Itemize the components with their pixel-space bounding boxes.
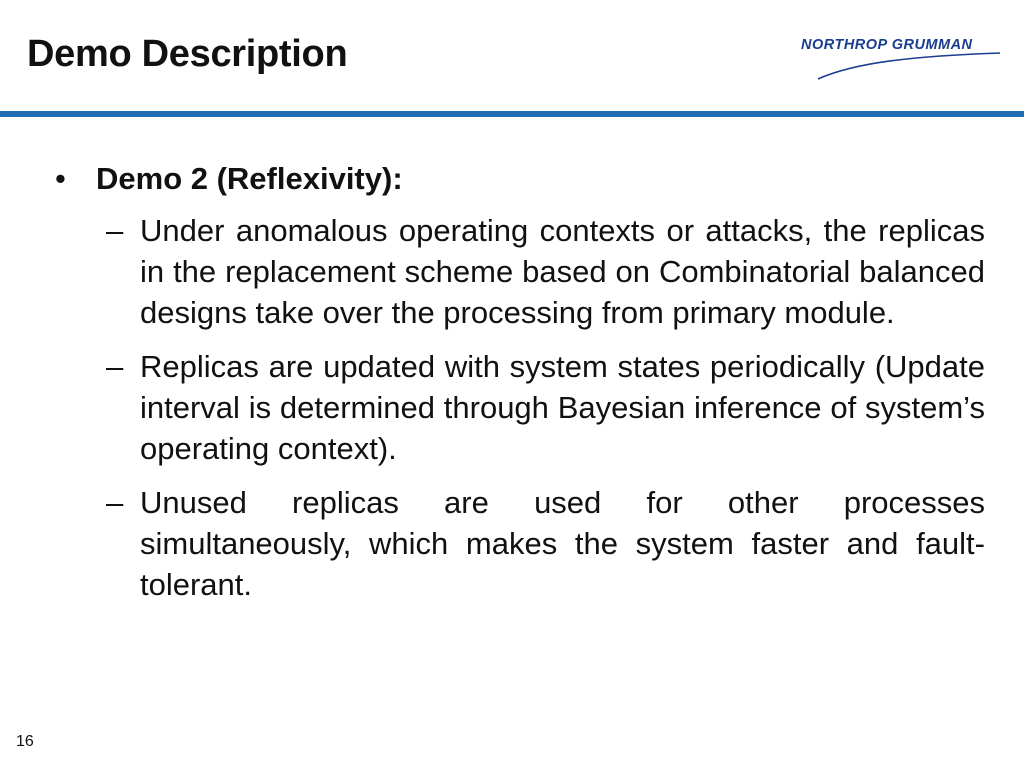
sub-bullet-list	[55, 210, 985, 605]
sub-bullet-text: Replicas are updated with system states periodically (Update interval is determined through Bayesian inference of system’s operating context).	[140, 349, 985, 466]
header-divider	[0, 111, 1024, 117]
bullet-heading: Demo 2 (Reflexivity):	[96, 161, 403, 196]
bullet-item	[55, 158, 985, 199]
page-number: 16	[16, 733, 34, 750]
bullet-marker: •	[55, 161, 66, 196]
sub-bullet-text: Unused replicas are used for other processes simultaneously, which makes the system faster and fault-tolerant.	[140, 485, 985, 602]
dash-marker: –	[106, 349, 124, 384]
dash-marker: –	[106, 485, 124, 520]
sub-bullet-text: Under anomalous operating contexts or attacks, the replicas in the replacement scheme based on Combinatorial balanced designs take over the processing from primary module.	[140, 213, 985, 330]
sub-bullet-item	[55, 482, 985, 605]
northrop-grumman-logo	[796, 36, 1001, 82]
logo-wordmark: NORTHROP GRUMMAN	[801, 37, 973, 53]
sub-bullet-item	[55, 346, 985, 469]
slide-title: Demo Description	[27, 33, 348, 75]
dash-marker: –	[106, 213, 124, 248]
slide-content	[55, 158, 985, 618]
sub-bullet-item	[55, 210, 985, 333]
